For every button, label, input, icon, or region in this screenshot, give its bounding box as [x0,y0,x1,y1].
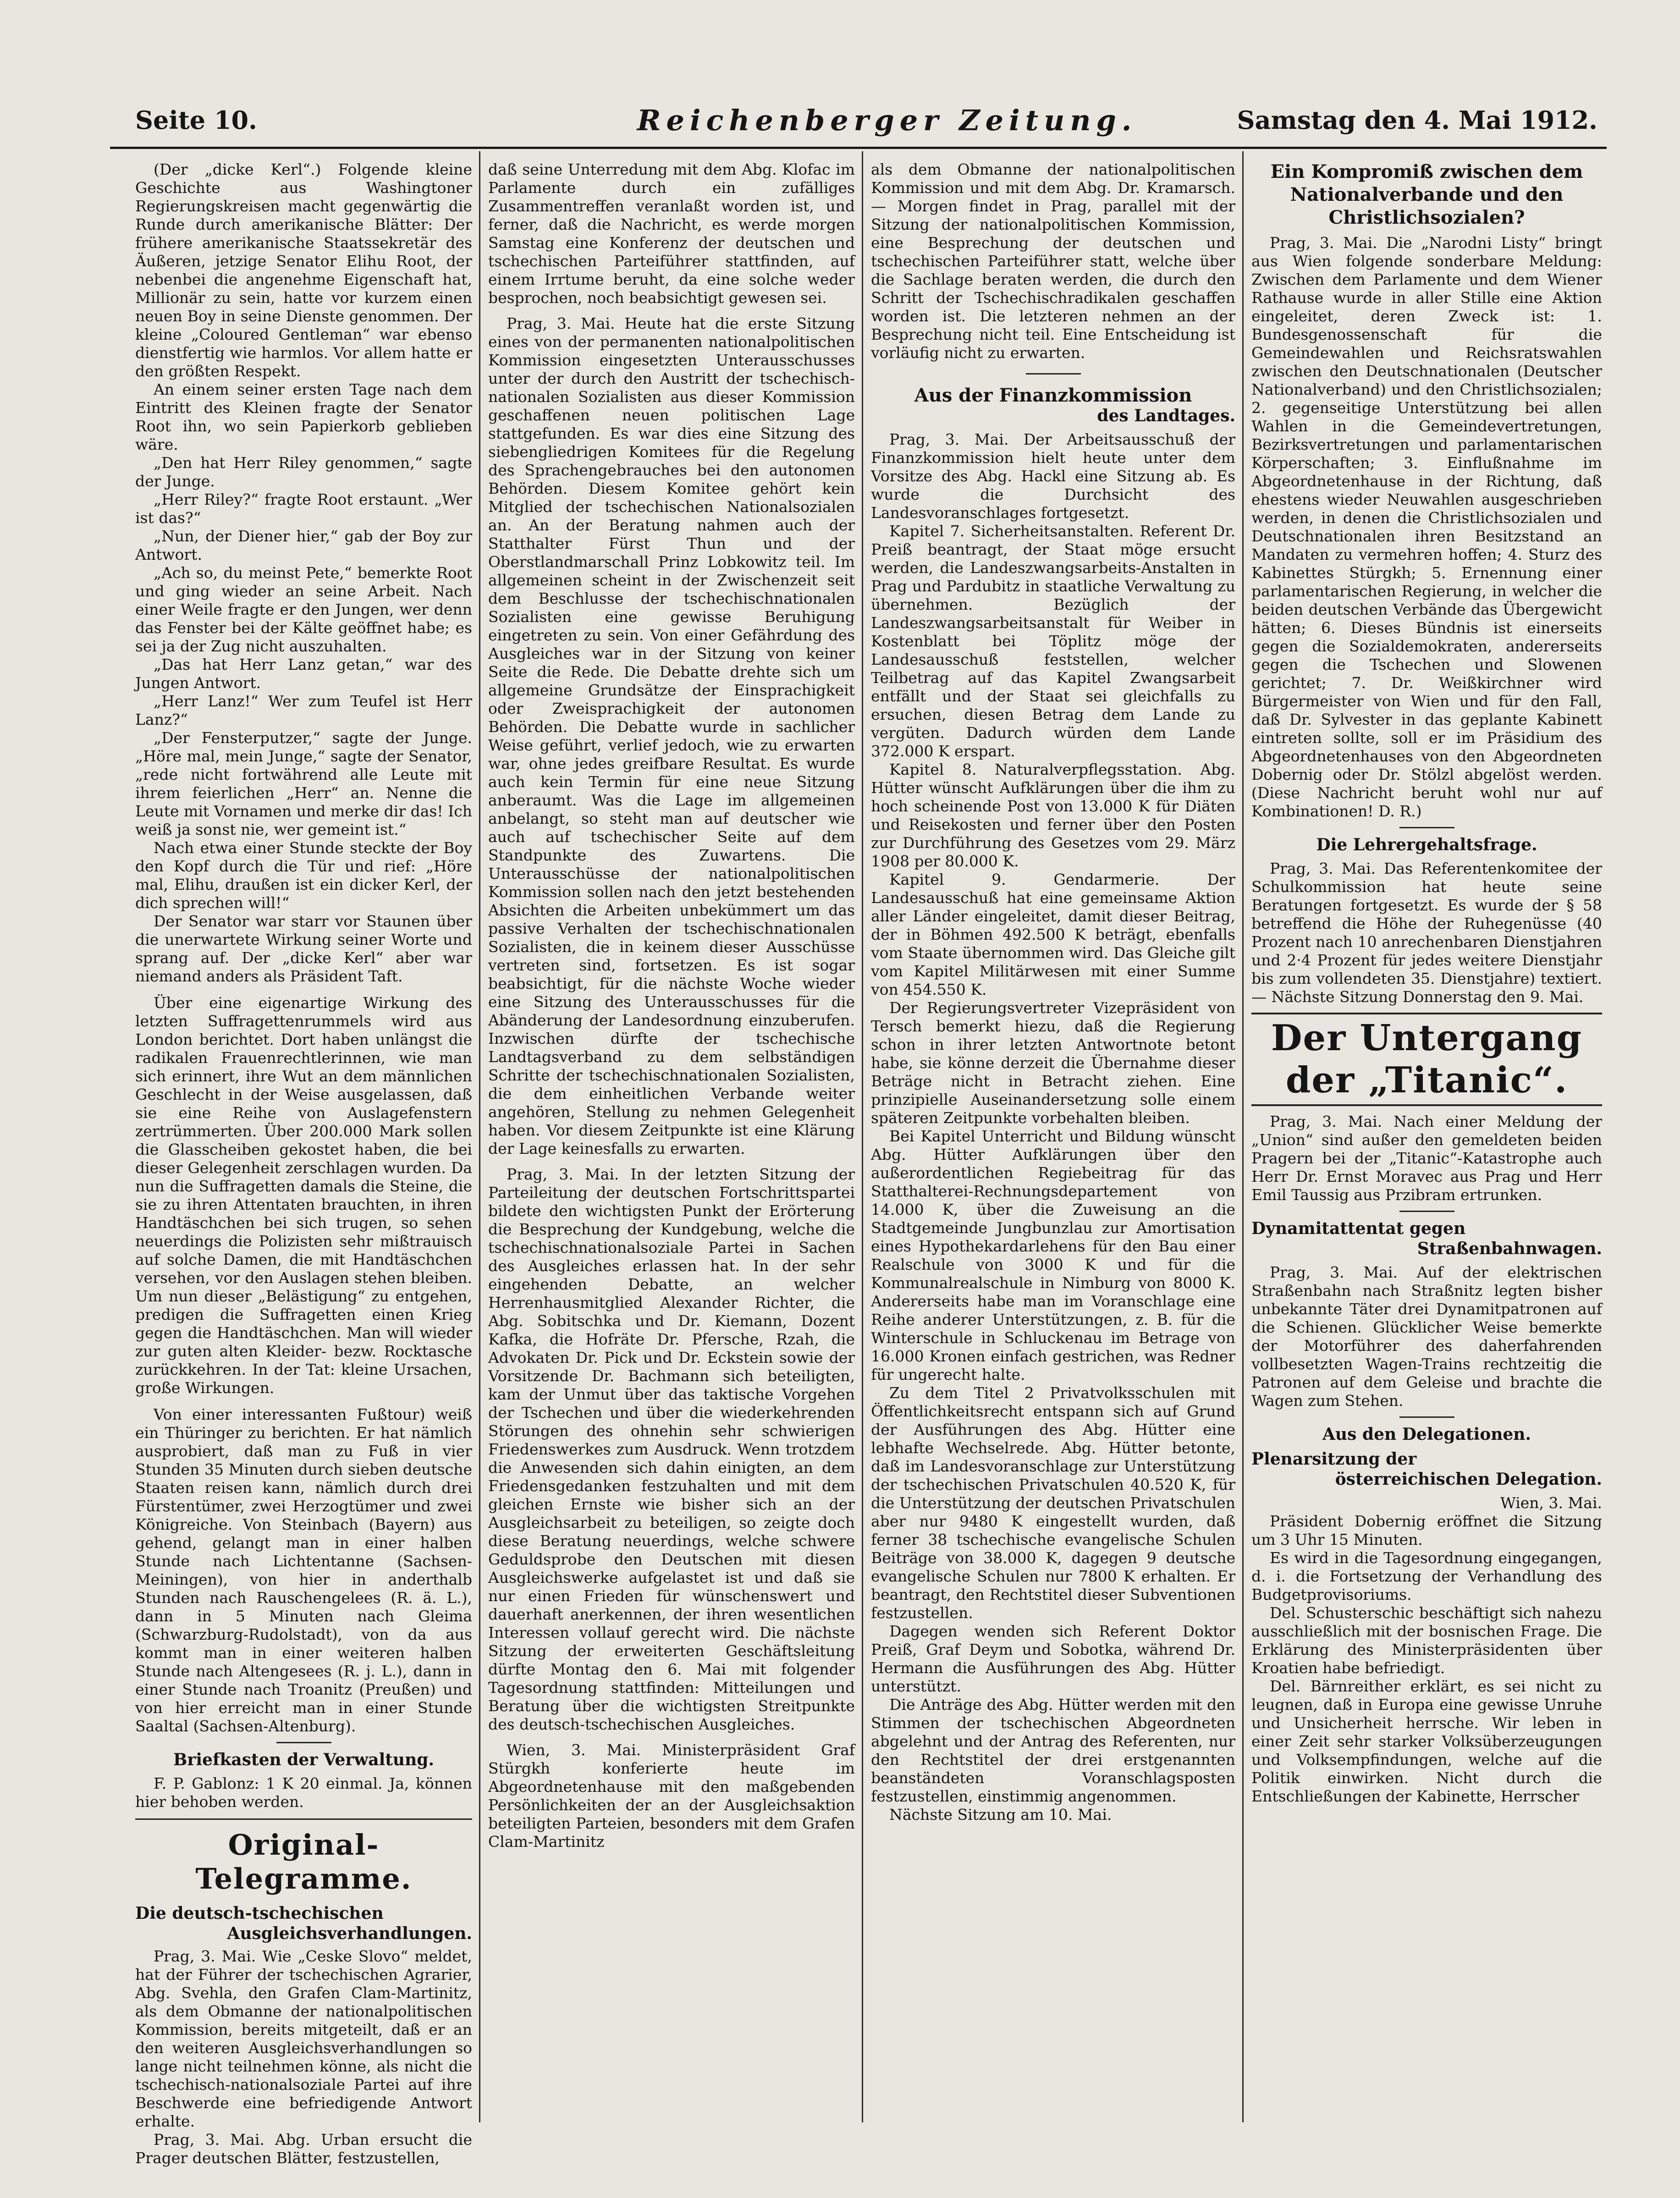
dateline: Wien, 3. Mai. [1500,1494,1602,1512]
section-heading: Ausgleichsverhandlungen. [227,1924,472,1943]
story-paragraph: Wien, 3. Mai. Ministerpräsident Graf Stürgkh konferierte heute im Abgeordnetenhause mit den maßgebenden Persönlichkeiten der an der Ausgleichsaktion beteiligten Parteien, besonders mit dem Grafen Clam-Martinitz [488,1741,855,1851]
page-number: Seite 10. [135,105,257,135]
story-paragraph: Von einer interessanten Fußtour) weiß ein Thüringer zu berichten. Er hat nämlich ausprobiert, daß man zu Fuß in vier Stunden 35 Minuten durch sieben deutsche Staaten reisen kann, nämlich durch drei Fürstentümer, zwei Herzogtümer und zwei Königreiche. Von Steinbach (Bayern) aus gehend, gelangt man in einer halben Stunde nach Lichtentanne (Sachsen-Meiningen), von hier in anderthalb Stunden nach Rauschengelees (R. ä. L.), dann in 5 Minuten nach Gleima (Schwarzburg-Rudolstadt), von da aus kommt man in einer weiteren halben Stunde nach Altengesees (R. j. L.), dann in einer Stunde nach Troanitz (Preußen) und von hier erreicht man in einer Stunde Saaltal (Sachsen-Altenburg). [135,1405,472,1735]
story-paragraph: Nächste Sitzung am 10. Mai. [889,1806,1112,1823]
section-heading: Dynamitattentat gegen [1251,1219,1466,1238]
story-paragraph: Prag, 3. Mai. Auf der elektrischen Straßenbahn nach Straßnitz legten bisher unbekannte Täter drei Dynamitpatronen auf die Schienen. Glücklicher Weise bemerkte der Motorführer des daherfahrenden vollbesetzten Wagen-Trains rechtzeitig die Patronen auf dem Geleise und brachte die Wagen zum Stehen. [1251,1263,1602,1410]
column-2 [488,160,855,2145]
story-paragraph: „Das hat Herr Lanz getan,“ war des Jungen Antwort. [135,656,472,692]
story-paragraph: Die Anträge des Abg. Hütter werden mit den Stimmen der tschechischen Abgeordneten abgelehnt und der Antrag des Referenten, nur den Rechtstitel der drei erstgenannten beanständeten Voranschlagsposten festzustellen, einstimmig angenommen. [871,1696,1235,1805]
story-paragraph: Prag, 3. Mai. Wie „Ceske Slovo“ meldet, hat der Führer der tschechischen Agrarier, Abg. Svehla, den Grafen Clam-Martinitz, als dem Obmanne der nationalpolitischen Kommission, bereits mitgeteilt, daß er an den weiteren Ausgleichsverhandlungen so lange nicht teilnehmen könne, als nicht die tschechisch-nationalsoziale Partei auf ihre Beschwerde eine befriedigende Antwort erhalte. [135,1947,472,2130]
column-divider [1242,151,1244,2122]
story-paragraph: Kapitel 8. Naturalverpflegsstation. Abg. Hütter wünscht Aufklärungen über die ihm zu hoch scheinende Post von 13.000 K für Diäten und Reisekosten und ferner über den Posten zur Durchführung des Gesetzes vom 29. März 1908 per 80.000 K. [871,760,1235,870]
story-paragraph: „Der Fensterputzer,“ sagte der Junge. „Höre mal, mein Junge,“ sagte der Senator, „rede nicht fortwährend alle Leute mit ihrem feierlichen „Herr“ an. Nenne die Leute mit Vornamen und merke dir das! Ich weiß ja sonst nie, wer gemeint ist.“ [135,729,472,838]
story-paragraph: Bei Kapitel Unterricht und Bildung wünscht Abg. Hütter Aufklärungen über den außerordentlichen Regiebeitrag für das Statthalterei-Rechnungsdepartement von 14.000 K, über die Zuweisung an die Stadtgemeinde Jungbunzlau zur Amortisation eines Hypothekardarlehens für den Bau einer Realschule von 3000 K und für die Kommunalrealschule in Nimburg von 8000 K. Andererseits habe man im Voranschlage eine Reihe anderer Unterstützungen, z. B. für die Winterschule in Schluckenau im Betrage von 16.000 Kronen einfach gestrichen, was Redner für ungerecht halte. [871,1127,1235,1383]
section-heading: Aus der Finanzkommission [914,385,1192,406]
story-paragraph: als dem Obmanne der nationalpolitischen Kommission und mit dem Abg. Dr. Kramarsch. — Morgen findet in Prag, parallel mit der Sitzung der nationalpolitischen Kommission, eine Besprechung der deutschen und tschechischen Parteiführer statt, welche über die Sachlage beraten werden, die durch den Schritt der Tschechischradikalen geschaffen worden ist. Die letzteren nehmen an der Besprechung nicht teil. Eine Entscheidung ist vorläufig nicht zu erwarten. [871,160,1235,362]
separator [135,1818,472,1820]
section-heading: österreichischen Delegation. [1335,1470,1602,1489]
story-paragraph: Über eine eigenartige Wirkung des letzten Suffragettenrummels wird aus London berichtet. Dort haben unlängst die radikalen Frauenrechtlerinnen, wie man sich erinnert, ihre Wut an dem männlichen Geschlecht in der Weise ausgelassen, daß sie eine Reihe von Auslagefenstern zertrümmerten. Über 200.000 Mark sollen die Glasscheiben gekostet haben, die bei dieser Gelegenheit zerschlagen wurden. Da nun die Suffragetten damals die Steine, die sie zu ihren Attentaten brauchten, in ihren Handtäschchen bei sich trugen, so sehen neuerdings die Polizisten sehr mißtrauisch auf solche Damen, die mit Handtäschchen versehen, vor den Auslagen stehen bleiben. Um nun dieser „Belästigung“ zu entgehen, predigen die Suffragetten einen Krieg gegen die Handtäschchen. Man will wieder zur guten alten Kleider- bezw. Rocktasche zurückkehren. In der Tat: kleine Ursachen, große Wirkungen. [135,994,472,1397]
story-paragraph: Nach etwa einer Stunde steckte der Boy den Kopf durch die Tür und rief: „Höre mal, Elihu, draußen ist ein dicker Kerl, der dich sprechen will!“ [135,839,472,912]
column-divider [479,151,480,2122]
story-paragraph: Prag, 3. Mai. Abg. Urban ersucht die Prager deutschen Blätter, festzustellen, [135,2131,472,2167]
section-heading: Der Untergang der „Titanic“. [1271,1017,1583,1101]
story-paragraph: Prag, 3. Mai. In der letzten Sitzung der Parteileitung der deutschen Fortschrittspartei bildete den wichtigsten Punkt der Erörterung die Besprechung der Kundgebung, welche die tschechischnationalsoziale Partei in Sachen des Ausgleiches erlassen hat. In der sehr eingehenden Debatte, an welcher Herrenhausmitglied Alexander Richter, die Abg. Sobitschka und Dr. Kiemann, Dozent Kafka, die Hofräte Dr. Pfersche, Rzah, die Advokaten Dr. Pick und Dr. Eckstein sowie der Vorsitzende Dr. Bachmann sich beteiligten, kam der Unmut über das taktische Vorgehen der Tschechen und über die wiederkehrenden Störungen des ohnehin sehr schwierigen Friedenswerkes zum Ausdruck. Wenn trotzdem die Anwesenden sich dahin einigten, an dem Friedensgedanken festzuhalten und mit dem gleichen Ernste wie bisher sich an der Ausgleichsarbeit zu beteiligen, so zeigte doch diese Beratung neuerdings, welche schwere Geduldsprobe den Deutschen mit diesen Ausgleichswerke aufgelastet ist und daß sie nur einen Frieden für wünschenswert und dauerhaft anerkennen, der ihren wesentlichen Interessen vollauf gerecht wird. Die nächste Sitzung der erweiterten Geschäftsleitung dürfte Montag den 6. Mai mit folgender Tagesordnung stattfinden: Mitteilungen und Beratung über die wichtigsten Streitpunkte des deutsch-tschechischen Ausgleiches. [488,1165,855,1733]
story-paragraph: Zu dem Titel 2 Privatvolksschulen mit Öffentlichkeitsrecht entspann sich auf Grund der Ausführungen des Abg. Hütter eine lebhafte Wechselrede. Abg. Hütter betonte, daß im Landesvoranschlage zur Unterstützung der tschechischen Privatschulen 40.520 K, für die Unterstützung der deutschen Privatschulen aber nur 9480 K eingestellt wurden, daß ferner 38 tschechische evangelische Schulen Beiträge von 38.000 K, dagegen 9 deutsche evangelische Schulen nur 7800 K erhalten. Er beantragt, den Rechtstitel dieser Subventionen festzustellen. [871,1384,1235,1622]
section-heading: Straßenbahnwagen. [1417,1239,1602,1258]
story-paragraph: „Nun, der Diener hier,“ gab der Boy zur Antwort. [135,527,472,563]
story-paragraph: Dagegen wenden sich Referent Doktor Preiß, Graf Deym und Sobotka, während Dr. Hermann die Ausführungen des Abg. Hütter unterstützt. [871,1622,1235,1695]
separator [276,1742,331,1743]
newspaper-name: Reichenberger Zeitung. [637,104,1137,137]
story-paragraph: Der Regierungsvertreter Vizepräsident von Tersch bemerkt hiezu, daß die Regierung schon in ihrer letzten Antwortnote betont habe, sie könne derzeit die Übernahme dieser Beträge nicht in Betracht ziehen. Eine prinzipielle Auseinandersetzung solle einem späteren Zeitpunkte vorbehalten bleiben. [871,999,1235,1127]
story-paragraph: Prag, 3. Mai. Die „Narodni Listy“ bringt aus Wien folgende sonderbare Meldung: Zwischen dem Parlamente und dem Wiener Rathause wurde in aller Stille eine Aktion eingeleitet, deren Zweck ist: 1. Bundesgenossenschaft für die Gemeindewahlen und Reichsratswahlen zwischen den Deutschnationalen (Deutscher Nationalverband) und den Christlichsozialen; 2. gegenseitige Unterstützung bei allen Wahlen in die Gemeindevertretungen, Bezirksvertretungen und parlamentarischen Körperschaften; 3. Einflußnahme im Abgeordnetenhause in der Richtung, daß ehestens wieder Neuwahlen ausgeschrieben werden, in denen die Christlichsozialen und Deutschnationalen ihren Besitzstand an Mandaten zu vermehren hoffen; 4. Sturz des Kabinettes Stürgkh; 5. Ernennung einer parlamentarischen Regierung, in welcher die beiden deutschen Verbände das Übergewicht hätten; 6. Dieses Bündnis ist einerseits gegen die Sozialdemokraten, andererseits gegen die Tschechen und Slowenen gerichtet; 7. Dr. Weißkirchner wird Bürgermeister von Wien und für den Fall, daß Dr. Sylvester in das geplante Kabinett eintreten sollte, soll er im Präsidium des Abgeordnetenhauses von den Abgeordneten Dobernig oder Dr. Stölzl abgelöst werden. (Diese Nachricht beruht wohl nur auf Kombinationen! D. R.) [1251,234,1602,820]
page-header [110,92,1607,147]
story-paragraph: Del. Schusterschic beschäftigt sich nahezu ausschließlich mit der bosnischen Frage. Die Erklärung des Ministerpräsidenten über Kroatien habe befriedigt. [1251,1604,1602,1677]
section-heading: des Landtages. [1097,406,1235,425]
story-paragraph: F. P. Gablonz: 1 K 20 einmal. Ja, können hier behoben werden. [135,1774,472,1811]
story-paragraph: Prag, 3. Mai. Nach einer Meldung der „Union“ sind außer den gemeldeten beiden Pragern bei der „Titanic“-Katastrophe auch Herr Dr. Ernst Moravec aus Prag und Herr Emil Taussig aus Przibram ertrunken. [1251,1113,1602,1204]
story-paragraph: Es wird in die Tagesordnung eingegangen, d. i. die Fortsetzung der Verhandlung des Budgetprovisoriums. [1251,1549,1602,1603]
separator [1399,1416,1454,1418]
separator [1026,373,1081,375]
story-paragraph: Präsident Dobernig eröffnet die Sitzung um 3 Uhr 15 Minuten. [1251,1512,1602,1548]
story-paragraph: Del. Bärnreither erklärt, es sei nicht zu leugnen, daß in Europa eine gewisse Unruhe und Unsicherheit herrsche. Wir leben in einer Zeit sehr starker Volksüberzeugungen und Volksempfindungen, welche auf die Politik einwirken. Nicht durch die Entschließungen der Kabinette, Herrscher [1251,1677,1602,1805]
separator [1399,1211,1454,1212]
issue-date: Samstag den 4. Mai 1912. [1237,105,1597,135]
section-heading: Aus den Delegationen. [1322,1425,1531,1444]
column-3 [871,160,1235,2145]
story-paragraph: „Herr Lanz!“ Wer zum Teufel ist Herr Lanz?“ [135,692,472,728]
section-heading: Ein Kompromiß zwischen dem Nationalverbande und den Christlichsozialen? [1270,161,1583,228]
story-paragraph: „Ach so, du meinst Pete,“ bemerkte Root und ging wieder an seine Arbeit. Nach einer Weile fragte er den Jungen, wer denn das Fenster bei der Kälte geöffnet habe; es sei ja der Zug nicht auszuhalten. [135,564,472,655]
header-rule [110,147,1607,149]
headline-box [1251,1013,1602,1106]
story-paragraph: An einem seiner ersten Tage nach dem Eintritt des Kleinen fragte der Senator Root ihn, wo sein Papierkorb geblieben wäre. [135,380,472,453]
column-divider [862,151,863,2122]
section-heading: Briefkasten der Verwaltung. [173,1750,434,1769]
section-heading: Die Lehrergehaltsfrage. [1316,835,1537,854]
story-paragraph: „Herr Riley?“ fragte Root erstaunt. „Wer ist das?“ [135,490,472,527]
story-paragraph: Prag, 3. Mai. Heute hat die erste Sitzung eines von der permanenten nationalpolitischen Kommission eingesetzten Unterausschusses unter der durch den Austritt der tschechisch-nationalen Sozialisten aus dieser Kommission geschaffenen neuen politischen Lage stattgefunden. Es war dies eine Sitzung des siebengliedrigen Komitees für die Regelung des Sprachengebrauches bei den autonomen Behörden. Diesem Komitee gehört kein Mitglied der tschechischen Nationalsozialen an. An der Beratung nahmen auch der Statthalter Fürst Thun und der Oberstlandmarschall Prinz Lobkowitz teil. Im allgemeinen scheint in der Zwischenzeit seit dem Beschlusse der tschechischnationalen Sozialisten eine gewisse Beruhigung eingetreten zu sein. Von einer Gefährdung des Ausgleiches war in der Sitzung von keiner Seite die Rede. Die Debatte drehte sich um allgemeine Grundsätze der Einsprachigkeit oder Zweisprachigkeit der autonomen Behörden. Die Debatte wurde in sachlicher Weise geführt, verlief jedoch, wie zu erwarten war, ohne jedes greifbare Resultat. Es wurde auch kein Termin für eine neue Sitzung anberaumt. Was die Lage im allgemeinen anbelangt, so steht man auf deutscher wie auch auf tschechischer Seite auf dem Standpunkte des Zuwartens. Die Unterausschüsse der nationalpolitischen Kommission sollen nach den jetzt bestehenden Absichten die Arbeiten unbekümmert um das passive Verhalten der tschechischnationalen Sozialisten, die in keinem dieser Ausschüsse vertreten sind, fortsetzen. Es ist sogar beabsichtigt, für die nächste Woche wieder eine Sitzung des Unterausschusses für die Abänderung der Landesordnung einzuberufen. Inzwischen dürfte der tschechische Landtagsverband zu dem selbständigen Schritte der tschechischnationalen Sozialisten, die dem einheitlichen Verbande weiter angehören, Stellung zu nehmen Gelegenheit haben. Vor diesem Zeitpunkte ist eine Klärung der Lage keinesfalls zu erwarten. [488,314,855,1157]
column-4 [1251,160,1602,2145]
story-paragraph: daß seine Unterredung mit dem Abg. Klofac im Parlamente durch ein zufälliges Zusammentreffen veranlaßt worden ist, und ferner, daß die Nachricht, es werde morgen Samstag eine Konferenz der deutschen und tschechischen Parteiführer stattfinden, auf einem Irrtume beruht, da eine solche weder besprochen, noch beabsichtigt gewesen sei. [488,160,855,307]
section-heading: Original-Telegramme. [195,1828,412,1895]
story-paragraph: „Den hat Herr Riley genommen,“ sagte der Junge. [135,454,472,490]
story-paragraph: Kapitel 9. Gendarmerie. Der Landesausschuß hat eine gemeinsame Aktion aller Länder eingeleitet, damit dieser Beitrag, der in Böhmen 492.500 K beträgt, ebenfalls vom Staate übernommen wird. Das Gleiche gilt vom Kapitel Militärwesen mit einer Summe von 454.550 K. [871,870,1235,998]
story-paragraph: Der Senator war starr vor Staunen über die unerwartete Wirkung seiner Worte und sprang auf. Der „dicke Kerl“ aber war niemand anders als Präsident Taft. [135,912,472,985]
story-paragraph: Kapitel 7. Sicherheitsanstalten. Referent Dr. Preiß beantragt, der Staat möge ersucht werden, die Landeszwangsarbeits-Anstalten in Prag und Pardubitz in staatliche Verwaltung zu übernehmen. Bezüglich der Landeszwangsarbeitsanstalt für Weiber in Kostenblatt bei Töplitz möge der Landesausschuß feststellen, welcher Teilbetrag auf das Kapitel Zwangsarbeit entfällt und der Staat sei gleichfalls zu ersuchen, diesen Betrag dem Lande zu vergüten. Dadurch würden dem Lande 372.000 K erspart. [871,522,1235,760]
section-heading: Die deutsch-tschechischen [135,1904,384,1923]
section-heading: Plenarsitzung der [1251,1449,1417,1469]
story-paragraph: Prag, 3. Mai. Der Arbeitsausschuß der Finanzkommission hielt heute unter dem Vorsitze des Abg. Hackl eine Sitzung ab. Es wurde die Durchsicht des Landesvoranschlages fortgesetzt. [871,430,1235,522]
column-1 [135,160,472,2167]
separator [1399,827,1454,828]
story-paragraph: (Der „dicke Kerl“.) Folgende kleine Geschichte aus Washingtoner Regierungskreisen macht gegenwärtig die Runde durch amerikanische Blätter: Der frühere amerikanische Staatssekretär des Äußeren, jetzige Senator Elihu Root, der nebenbei die angenehme Eigenschaft hat, Millionär zu sein, hatte vor kurzem einen neuen Boy in seine Dienste genommen. Der kleine „Coloured Gentleman“ war ebenso dienstfertig wie harmlos. Vor allem hatte er den größten Respekt. [135,160,472,380]
story-paragraph: Prag, 3. Mai. Das Referentenkomitee der Schulkommission hat heute seine Beratungen fortgesetzt. Es wurde der § 58 betreffend die Höhe der Ruhegenüsse (40 Prozent nach 10 anrechenbaren Dienstjahren und 2·4 Prozent für jedes weitere Dienstjahr bis zum vollendeten 35. Dienstjahre) textiert. — Nächste Sitzung Donnerstag den 9. Mai. [1251,859,1602,1006]
